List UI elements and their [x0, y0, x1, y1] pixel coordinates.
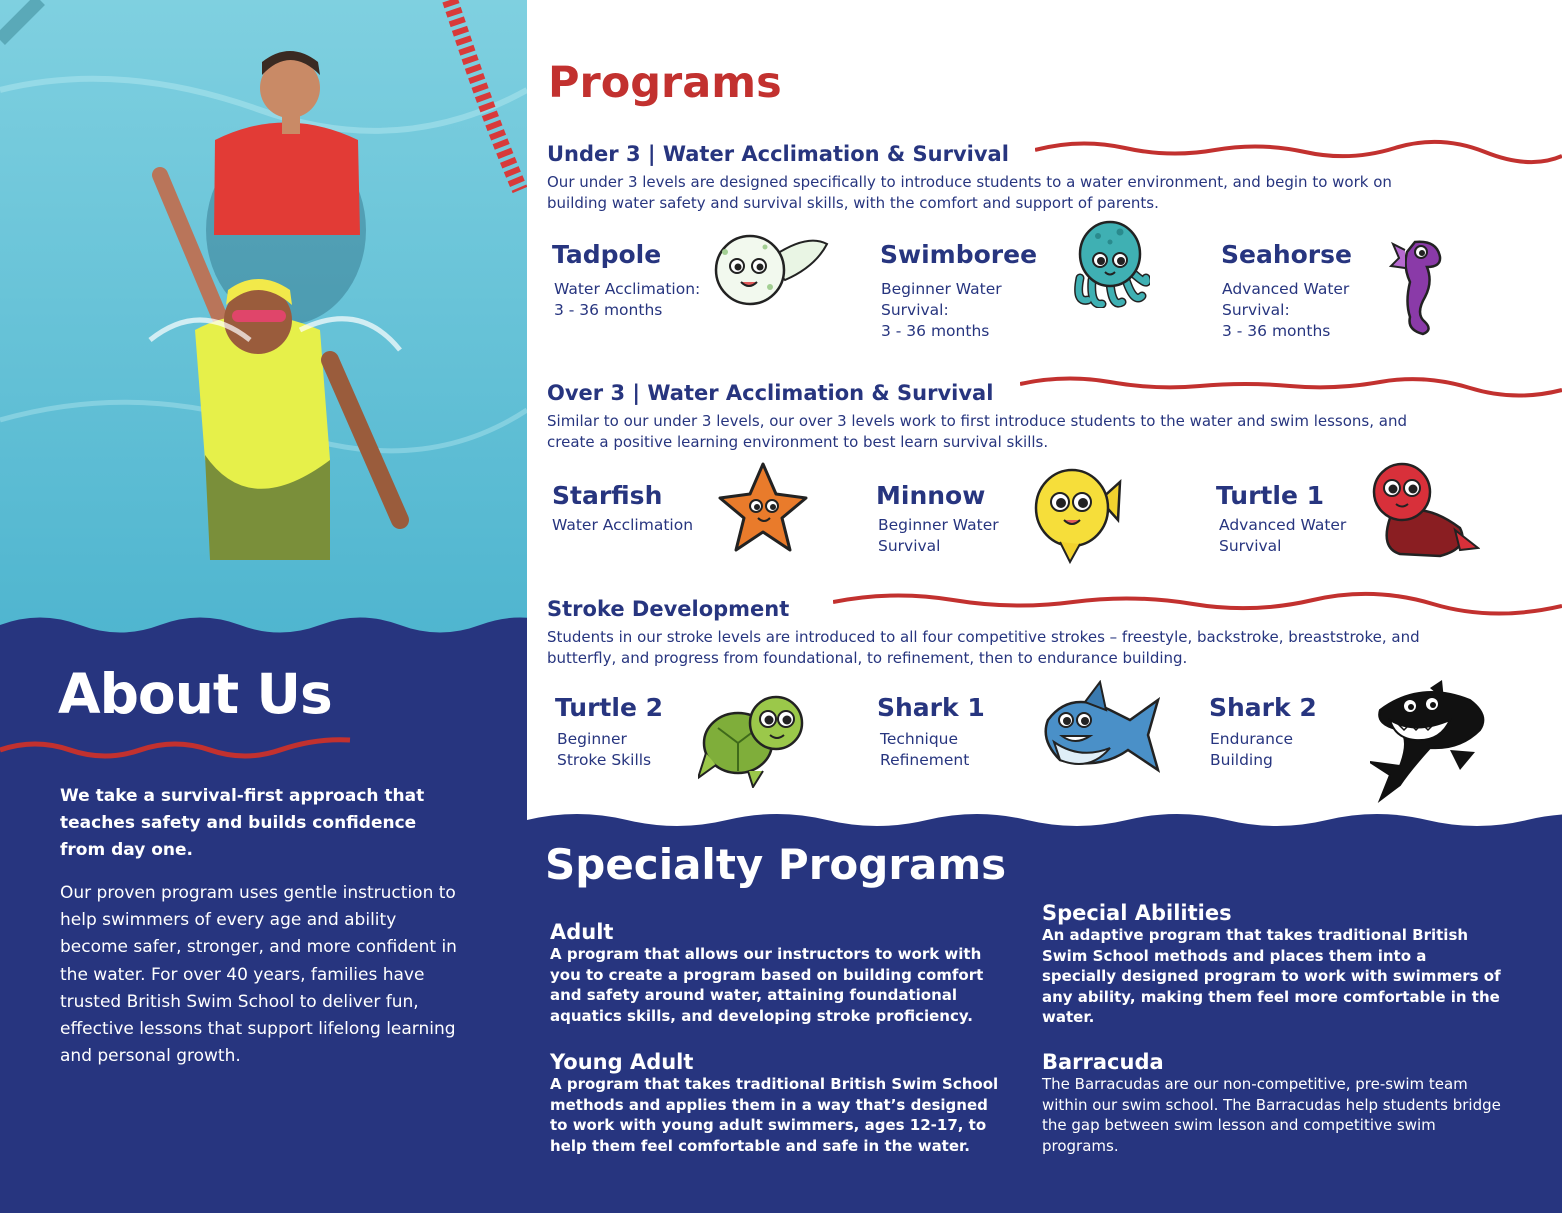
level-desc-line: Endurance: [1210, 730, 1294, 748]
specialty-item-title: Special Abilities: [1042, 901, 1232, 925]
level-desc-line: Survival: [878, 537, 941, 555]
level-name-minnow: Minnow: [876, 481, 986, 510]
specialty-title: Specialty Programs: [545, 840, 1007, 889]
level-desc-line: 3 - 36 months: [554, 301, 663, 319]
level-name-turtle-2: Turtle 2: [555, 693, 664, 722]
octopus-icon: [1070, 218, 1150, 308]
level-desc-line: Water Acclimation:: [554, 280, 701, 298]
green-turtle-icon: [698, 683, 808, 788]
specialty-adult: [550, 920, 990, 1026]
section-title-over-3: Over 3 | Water Acclimation & Survival: [547, 381, 994, 405]
level-name-seahorse: Seahorse: [1221, 240, 1352, 269]
tadpole-icon: [705, 222, 830, 310]
seahorse-icon: [1385, 222, 1445, 337]
level-name-shark-1: Shark 1: [877, 693, 985, 722]
specialty-item-desc: The Barracudas are our non-competitive, pre-swim team within our swim school. The Barracudas help students bridge the gap between swim lesson and competitive swim programs.: [1042, 1075, 1501, 1155]
level-name-swimboree: Swimboree: [880, 240, 1038, 269]
orca-icon: [1370, 680, 1492, 805]
minnow-icon: [1030, 460, 1122, 565]
section-title-under-3: Under 3 | Water Acclimation & Survival: [547, 142, 1009, 166]
level-desc-line: Technique: [880, 730, 959, 748]
wave-decoration: [833, 588, 1562, 618]
specialty-barracuda: [1042, 1050, 1502, 1156]
red-turtle-icon: [1360, 458, 1480, 563]
wave-decoration: [1020, 372, 1562, 402]
level-desc-line: Water Acclimation: [552, 516, 694, 534]
specialty-item-desc: An adaptive program that takes traditional British Swim School methods and places them into a specially designed program to work with swimmers of any ability, making them feel more comfortable in the water.: [1042, 926, 1501, 1027]
level-desc-line: Survival: [1219, 537, 1282, 555]
level-desc-line: Stroke Skills: [557, 751, 652, 769]
level-desc-line: Beginner Water: [881, 280, 1002, 298]
specialty-item-desc: A program that allows our instructors to work with you to create a program based on building comfort and safety around water, attaining foundational aquatics skills, and developing stroke proficiency.: [550, 945, 984, 1025]
specialty-item-title: Barracuda: [1042, 1050, 1164, 1074]
level-desc-line: Survival:: [1222, 301, 1290, 319]
level-name-starfish: Starfish: [552, 481, 663, 510]
level-desc-line: Survival:: [881, 301, 949, 319]
specialty-item-title: Adult: [550, 920, 614, 944]
level-desc-line: Beginner: [557, 730, 627, 748]
specialty-special-abilities: [1042, 901, 1502, 1028]
starfish-icon: [718, 460, 808, 555]
about-lead: We take a survival-first approach that teaches safety and builds confidence from day one.: [60, 786, 425, 860]
section-desc-over-3: Similar to our under 3 levels, our over 3 levels work to first introduce students to the water and swim lessons, and create a positive learning environment to best learn survival skills.: [547, 412, 1407, 451]
wave-decoration: [1035, 136, 1562, 166]
section-desc-stroke: Students in our stroke levels are introduced to all four competitive strokes – freestyle, backstroke, breaststroke, and butterfly, and progress from foundational, to refinement, then to endurance building.: [547, 628, 1420, 667]
blue-shark-icon: [1040, 680, 1160, 780]
section-title-stroke: Stroke Development: [547, 597, 790, 621]
level-desc-line: Refinement: [880, 751, 970, 769]
programs-title: Programs: [548, 58, 782, 108]
specialty-young-adult: [550, 1050, 1010, 1156]
level-desc-line: Advanced Water: [1219, 516, 1347, 534]
level-desc-line: 3 - 36 months: [881, 322, 990, 340]
level-desc-line: Building: [1210, 751, 1273, 769]
specialty-item-title: Young Adult: [550, 1050, 694, 1074]
level-desc-line: Advanced Water: [1222, 280, 1350, 298]
swim-lesson-photo: [0, 0, 527, 640]
level-name-tadpole: Tadpole: [552, 240, 662, 269]
level-name-shark-2: Shark 2: [1209, 693, 1317, 722]
about-title: About Us: [58, 662, 332, 726]
level-name-turtle-1: Turtle 1: [1216, 481, 1325, 510]
level-desc-line: 3 - 36 months: [1222, 322, 1331, 340]
specialty-item-desc: A program that takes traditional British Swim School methods and applies them in a way that’s designed to work with young adult swimmers, ages 12-17, to help them feel comfortable and safe in the water.: [550, 1075, 999, 1155]
about-body: Our proven program uses gentle instruction to help swimmers of every age and ability become safer, stronger, and more confident in the water. For over 40 years, families have trusted British Swim School to deliver fun, effective lessons that support lifelong learning and personal growth.: [60, 883, 457, 1067]
level-desc-line: Beginner Water: [878, 516, 999, 534]
section-desc-under-3: Our under 3 levels are designed specifically to introduce students to a water environment, and begin to work on building water safety and survival skills, with the comfort and support of parents.: [547, 173, 1392, 212]
